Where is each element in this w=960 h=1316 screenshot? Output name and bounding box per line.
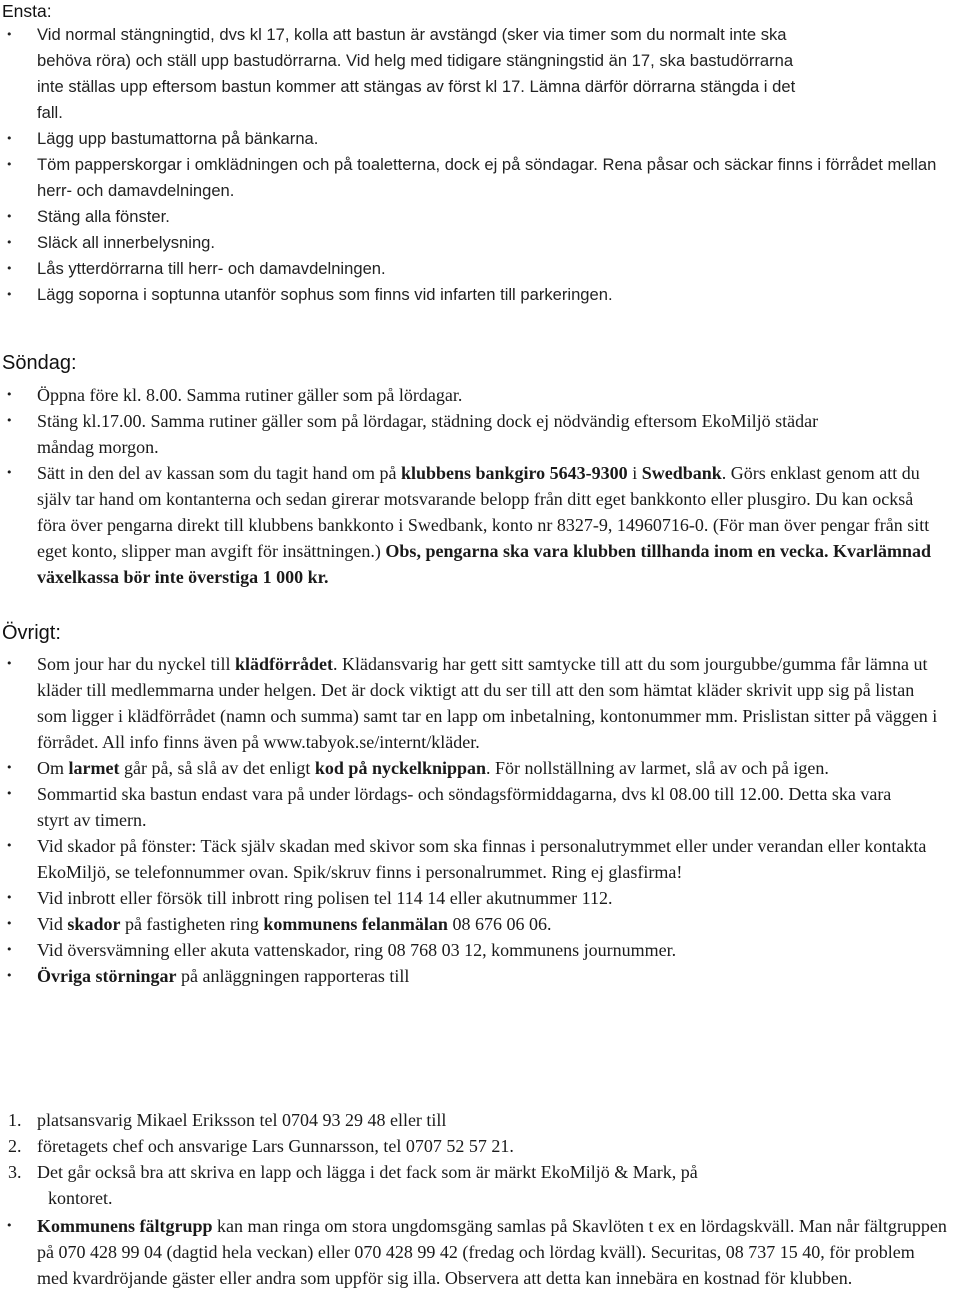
bullet-icon: • (6, 236, 13, 249)
bullet-icon: • (6, 917, 13, 930)
list-item: • Vid normal stängningtid, dvs kl 17, kolla att bastun är avstängd (sker via timer som du normalt inte ska behöva röra) och ställ upp bastudörrarna. Vid helg med tidigare stängningstid än 17, ska bastudörrarna inte ställas upp eftersom bastun kommer att stängas av först kl 17. Lämna därför dörrarna stängda i det fall. (0, 22, 960, 126)
list-item: 3. Det går också bra att skriva en lapp och lägga i det fack som är märkt EkoMiljö & Mark, på kontoret. (0, 1159, 960, 1211)
list-item: 2. företagets chef och ansvarige Lars Gunnarsson, tel 0707 52 57 21. (0, 1133, 960, 1159)
list-item: • Stäng alla fönster. (0, 204, 960, 230)
sondag-list (0, 382, 960, 590)
bullet-icon: • (6, 943, 13, 956)
faltgrupp-list (0, 1213, 960, 1291)
list-item: • Vid inbrott eller försök till inbrott ring polisen tel 114 14 eller akutnummer 112. (0, 885, 960, 911)
bankgiro-text: klubbens bankgiro 5643-9300 (400, 463, 628, 483)
bullet-icon: • (6, 1219, 13, 1232)
bank-name-text: Swedbank (641, 463, 722, 483)
list-item: • Lås ytterdörrarna till herr- och damavdelningen. (0, 256, 960, 282)
bullet-icon: • (6, 839, 13, 852)
bullet-icon: • (6, 132, 13, 145)
bullet-icon: • (6, 158, 13, 171)
list-item: • Kommunens fältgrupp kan man ringa om stora ungdomsgäng samlas på Skavlöten t ex en lördagskväll. Man når fältgruppen på 070 428 99 04 (dagtid hela veckan) eller 070 428 99 42 (fredag och lördag kväll). Securitas, 08 737 15 40, för problem med kvardröjande gäster eller andra som uppför sig illa. Observera att detta kan innebära en kostnad för klubben. (0, 1213, 960, 1291)
ensta-list (0, 22, 960, 308)
bullet-icon: • (6, 969, 13, 982)
list-number: 3. (8, 1162, 22, 1182)
list-item: • Vid skador på fönster: Täck själv skadan med skivor som ska finnas i personalutrymmet eller under verandan eller kontakta EkoMiljö, se telefonnummer ovan. Spik/skruv finns i personalrummet. Ring ej glasfirma! (0, 833, 960, 885)
list-item: • Lägg upp bastumattorna på bänkarna. (0, 126, 960, 152)
list-item: • Om larmet går på, så slå av det enligt kod på nyckelknippan. För nollställning av larmet, slå av och på igen. (0, 755, 960, 781)
bullet-icon: • (6, 657, 13, 670)
list-item: • Stäng kl.17.00. Samma rutiner gäller som på lördagar, städning dock ej nödvändig eftersom EkoMiljö städar måndag morgon. (0, 408, 960, 460)
list-number: 1. (8, 1110, 22, 1130)
list-item: • Övriga störningar på anläggningen rapporteras till (0, 963, 960, 989)
heading-ensta: Ensta: (2, 1, 52, 21)
list-item: • Lägg soporna i soptunna utanför sophus som finns vid infarten till parkeringen. (0, 282, 960, 308)
list-item: • Släck all innerbelysning. (0, 230, 960, 256)
list-item: • Vid översvämning eller akuta vattenskador, ring 08 768 03 12, kommunens journummer. (0, 937, 960, 963)
list-item: • Sätt in den del av kassan som du tagit hand om på klubbens bankgiro 5643-9300 i Swedbank. Görs enklast genom att du själv tar hand om kontanterna och sedan girerar motsvarande belopp från ditt eget bankkonto eller plusgiro. Du kan också föra över pengarna direkt till klubbens bankkonto i Swedbank, konto nr 8327-9, 14960716-0. (För man över pengar från sitt eget konto, slipper man avgift för insättningen.) Obs, pengarna ska vara klubben tillhanda inom en vecka. Kvarlämnad växelkassa bör inte överstiga 1 000 kr. (0, 460, 960, 590)
ovrigt-list (0, 651, 960, 989)
list-number: 2. (8, 1136, 22, 1156)
list-item: • Vid skador på fastigheten ring kommunens felanmälan 08 676 06 06. (0, 911, 960, 937)
bullet-icon: • (6, 787, 13, 800)
heading-ovrigt: Övrigt: (2, 622, 61, 644)
bullet-icon: • (6, 414, 13, 427)
bullet-icon: • (6, 210, 13, 223)
bullet-icon: • (6, 28, 13, 41)
list-item: • Sommartid ska bastun endast vara på under lördags- och söndagsförmiddagarna, dvs kl 08.00 till 12.00. Detta ska vara styrt av timern. (0, 781, 960, 833)
list-item: 1. platsansvarig Mikael Eriksson tel 0704 93 29 48 eller till (0, 1107, 960, 1133)
bullet-icon: • (6, 891, 13, 904)
list-item: • Töm papperskorgar i omklädningen och på toaletterna, dock ej på söndagar. Rena påsar och säckar finns i förrådet mellan herr- och damavdelningen. (0, 152, 960, 204)
list-item: • Som jour har du nyckel till klädförrådet. Klädansvarig har gett sitt samtycke till att du som jourgubbe/gumma får lämna ut kläder till medlemmarna under helgen. Det är dock viktigt att du ser till att den som hämtat kläder skrivit upp sig på listan som ligger i klädförrådet (namn och summa) samt tar en lapp om inbetalning, kontonummer mm. Prislistan sitter på väggen i förrådet. All info finns även på www.tabyok.se/internt/kläder. (0, 651, 960, 755)
warning-text: Obs, pengarna ska vara klubben tillhanda inom en vecka. Kvarlämnad växelkassa bör inte överstiga 1 000 kr. (37, 541, 932, 587)
bullet-icon: • (6, 761, 13, 774)
bullet-icon: • (6, 466, 13, 479)
contact-numbered-list (0, 1107, 960, 1211)
bullet-icon: • (6, 388, 13, 401)
bullet-icon: • (6, 262, 13, 275)
heading-sondag: Söndag: (2, 352, 77, 374)
bullet-icon: • (6, 288, 13, 301)
list-item: • Öppna före kl. 8.00. Samma rutiner gäller som på lördagar. (0, 382, 960, 408)
